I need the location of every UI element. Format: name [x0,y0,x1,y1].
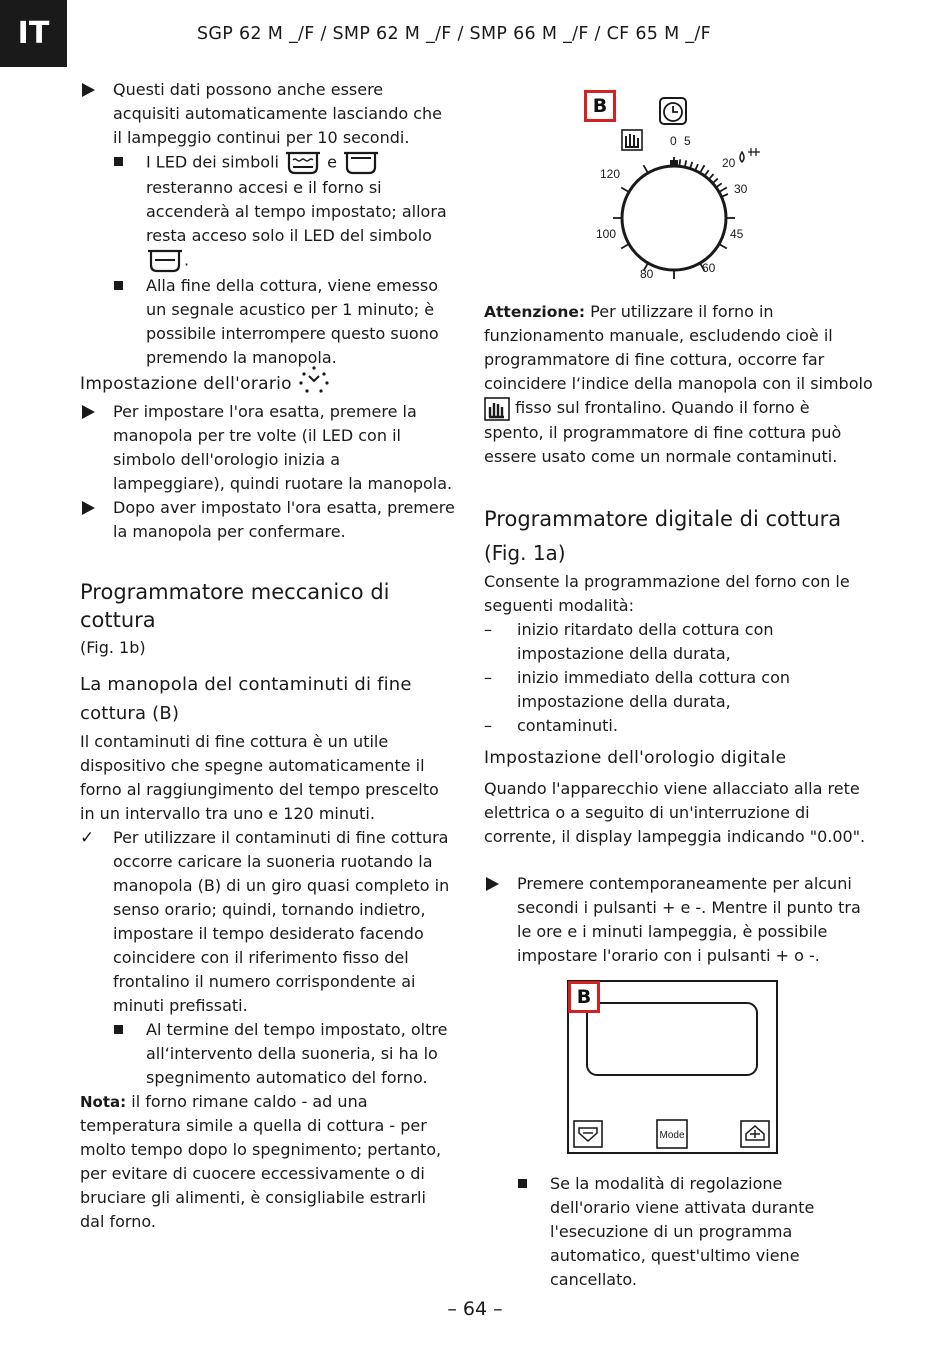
right-column-bottom [517,1172,867,1292]
step-item [80,78,455,150]
language-tab: IT [0,0,67,67]
list-item: – contaminuti. [484,715,618,735]
arrow-icon [486,877,499,891]
dial-tick [621,188,629,193]
attention-paragraph: Attenzione: Per utilizzare il forno in funzionamento manuale, escludendo cioè il programmatore di fine cottura, occorre far coincidere l‘indice della manopola con il simbolo fisso sul frontalino. Quando il forno è spento, il programmatore di fine cottura può essere usato come un normale contaminuti. [484,302,873,466]
dial-tick [713,179,718,184]
dial-tick [644,165,649,173]
dial-tick [709,174,714,179]
figure-reference: (Fig. 1a) [484,540,566,565]
dial-number: 5 [684,134,691,148]
square-bullet-icon [114,1025,123,1034]
dial-number: 100 [596,227,617,241]
check-icon: ✓ [80,828,95,848]
oven-bottom-heat-icon [146,248,184,274]
digital-programmer-figure [567,980,779,1156]
paragraph: Per utilizzare il contaminuti di fine cottura occorre caricare la suoneria ruotando la manopola (B) di un giro quasi completo in senso orario; quindi, tornando indietro, impostare il tempo desiderato facendo coincidere con il riferimento fisso del frontalino il numero corrispondente ai minuti prefissati. [113,828,450,1015]
arrow-icon [82,501,95,515]
dial-tick [716,183,722,187]
figure-reference: (Fig. 1b) [80,638,146,657]
oven-bottom-heat-icon [342,150,380,176]
manual-hand-icon [622,130,642,150]
dial-tick [719,188,727,193]
oven-top-bottom-heat-icon [284,150,322,176]
step-item [484,872,874,968]
paragraph: Consente la programmazione del forno con le seguenti modalità: [484,571,850,615]
timer-icon [660,98,686,124]
mode-button [657,1120,687,1148]
paragraph: Dopo aver impostato l'ora esatta, premere la manopola per confermare. [113,498,455,541]
step-item [80,400,455,496]
dial-tick [621,244,629,249]
dial-tick [690,162,692,169]
section-heading: Programmatore digitale di cottura [484,506,842,531]
paragraph: Premere contemporaneamente per alcuni secondi i pulsanti + e -. Mentre il punto tra le ore e i minuti lampeggia, è possibile impostare l'orario con i pulsanti + o -. [517,873,861,965]
right-column [484,300,874,968]
page-number: – 64 – [447,1298,503,1320]
check-item [80,826,455,1018]
paragraph: Alla fine della cottura, viene emesso un segnale acustico per 1 minuto; è possibile interrompere questo suono premendo la manopola. [146,276,439,367]
minus-button [574,1121,602,1147]
paragraph: Se la modalità di regolazione dell'orario viene attivata durante l'esecuzione di un programma automatico, quest'ultimo viene cancellato. [550,1174,815,1289]
arrow-icon [82,83,95,97]
dial-tick [700,165,705,173]
square-bullet-icon [114,281,123,290]
paragraph: Il contaminuti di fine cottura è un utile dispositivo che spegne automaticamente il forno al raggiungimento del tempo prescelto in un intervallo tra uno e 120 minuti. [80,732,439,823]
bullet-item [80,1018,455,1090]
section-heading: Programmatore meccanico di cottura [80,580,390,632]
bullet-item [80,274,455,370]
arrow-icon [82,405,95,419]
manual-hand-icon [484,397,510,421]
figure-label: B [584,90,616,122]
dial-number: 45 [730,227,744,241]
dial-tick [679,159,680,166]
bullet-item [517,1172,867,1292]
subsection-heading: Impostazione dell'orologio digitale [484,747,787,768]
dial-number: 0 [670,134,677,148]
dial-number: 60 [702,261,716,275]
paragraph: Per impostare l'ora esatta, premere la manopola per tre volte (il LED con il simbolo dell'orologio inizia a lampeggiare), quindi ruotare la manopola. [113,402,453,493]
paragraph: Al termine del tempo impostato, oltre all‘intervento della suoneria, si ha lo spegnimento automatico del forno. [146,1020,448,1087]
svg-text:Mode: Mode [659,1130,685,1141]
dial-number: 80 [640,267,654,281]
section-heading: Impostazione dell'orario [80,372,455,396]
display-screen [587,1003,757,1075]
paragraph: Quando l'apparecchio viene allacciato alla rete elettrica o a seguito di un'interruzione di corrente, il display lampeggia indicando "0.00". [484,778,866,846]
dial-number: 20 [722,156,736,170]
note-paragraph: Nota: il forno rimane caldo - ad una temperatura simile a quella di cottura - per molto tempo dopo lo spegnimento; pertanto, per evitare di cuocere eccessivamente o di bruciare gli alimenti, è consigliabile estrarli dal forno. [80,1092,442,1231]
figure-label: B [568,981,600,1013]
left-column [80,78,455,1234]
bullet-item [80,150,455,274]
subsection-heading: La manopola del contaminuti di fine cottura (B) [80,674,412,724]
list-item: – inizio ritardato della cottura con impostazione della durata, [484,619,774,663]
paragraph: I LED dei simboli e resteranno accesi e il forno si accenderà al tempo impostato; allora resta acceso solo il LED del simbolo . [146,150,455,274]
model-header: SGP 62 M _/F / SMP 62 M _/F / SMP 66 M _/F / CF 65 M _/F [197,24,711,44]
dial-tick [705,170,709,176]
square-bullet-icon [518,1179,527,1188]
dial-tick [719,244,727,249]
list-item: – inizio immediato della cottura con impostazione della durata, [484,667,791,711]
square-bullet-icon [114,157,123,166]
dial-number: 30 [734,182,748,196]
step-item [80,496,455,544]
timer-dial-figure [584,90,774,285]
plus-button [741,1121,769,1147]
dial-number: 120 [600,167,621,181]
paragraph: Questi dati possono anche essere acquisiti automaticamente lasciando che il lampeggio continui per 10 secondi. [113,80,443,147]
